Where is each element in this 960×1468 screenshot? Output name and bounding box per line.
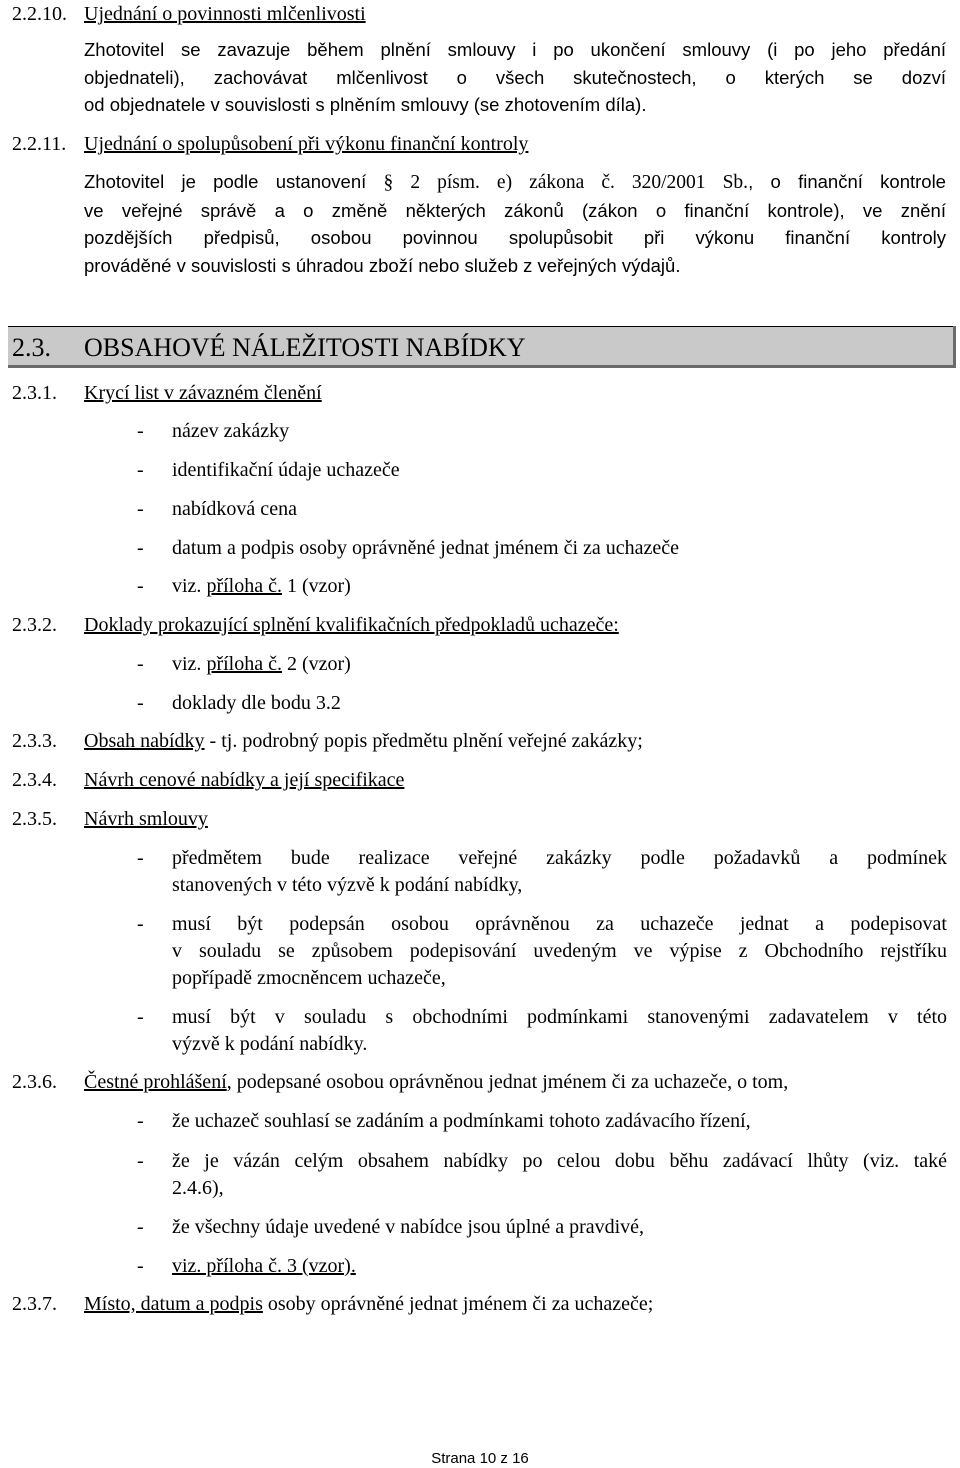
list-item: - předmětem bude realizace veřejné zakázky podle požadavků a podmínek stanovených v této výzvě k podání nabídky,: [137, 847, 947, 896]
list-item: - viz. příloha č. 2 (vzor): [137, 653, 351, 675]
section-title: Krycí list v závazném členění: [84, 382, 322, 404]
section-number: 2.3.2.: [12, 614, 57, 636]
chapter-title: OBSAHOVÉ NÁLEŽITOSTI NABÍDKY: [84, 333, 526, 362]
list-item: - viz. příloha č. 3 (vzor).: [137, 1255, 356, 1277]
section-title: Doklady prokazující splnění kvalifikačních předpokladů uchazeče:: [84, 614, 619, 636]
section-rest: , podepsané osobou oprávněnou jednat jménem či za uchazeče, o tom,: [226, 1071, 789, 1093]
section-2-3-3-heading: [12, 729, 643, 753]
section-2-2-10-heading: [12, 2, 366, 26]
section-title: Ujednání o spolupůsobení při výkonu finanční kontroly: [84, 133, 529, 155]
section-2-2-10-text: [84, 36, 946, 119]
list-item: - že je vázán celým obsahem nabídky po celou dobu běhu zadávací lhůty (viz. také 2.4.6),: [137, 1150, 947, 1199]
section-number: 2.2.10.: [12, 3, 67, 25]
section-2-3-2-heading: [12, 613, 619, 637]
section-2-3-7-heading: [12, 1292, 653, 1316]
section-title: Místo, datum a podpis: [84, 1293, 263, 1315]
list-item: - že všechny údaje uvedené v nabídce jsou úplné a pravdivé,: [137, 1216, 645, 1238]
section-title: Návrh cenové nabídky a její specifikace: [84, 769, 405, 791]
paragraph-line: prováděné v souvislosti s úhradou zboží nebo služeb z veřejných výdajů.: [84, 254, 681, 276]
list-item: - doklady dle bodu 3.2: [137, 692, 341, 714]
chapter-2-3-heading: [12, 333, 526, 363]
section-number: 2.3.6.: [12, 1071, 57, 1093]
section-2-2-11-text: [84, 168, 946, 279]
section-2-3-5-heading: [12, 807, 208, 831]
section-rest: - tj. podrobný popis předmětu plnění veřejné zakázky;: [204, 730, 643, 752]
list-item: - název zakázky: [137, 420, 290, 442]
list-item: - musí být podepsán osobou oprávněnou za uchazeče jednat a podepisovat v souladu se způsobem podepisování uvedeným ve výpise z Obchodního rejstříku popřípadě zmocněncem uchazeče,: [137, 913, 947, 989]
section-title: Ujednání o povinnosti mlčenlivosti: [84, 3, 366, 25]
paragraph-line: pozdějších předpisů, osobou povinnou spolupůsobit při výkonu finanční kontroly: [84, 227, 946, 248]
chapter-number: 2.3.: [12, 333, 51, 362]
section-title: Čestné prohlášení: [84, 1071, 227, 1093]
paragraph-line: Zhotovitel se zavazuje během plnění smlouvy i po ukončení smlouvy (i po jeho předání: [84, 39, 946, 60]
section-number: 2.3.5.: [12, 808, 57, 830]
list-item: - že uchazeč souhlasí se zadáním a podmínkami tohoto zadávacího řízení,: [137, 1110, 751, 1132]
paragraph-line: od objednatele v souvislosti s plněním smlouvy (se zhotovením díla).: [84, 94, 647, 115]
list-item: - identifikační údaje uchazeče: [137, 459, 400, 481]
paragraph-line: objednateli), zachovávat mlčenlivost o všech skutečnostech, o kterých se dozví: [84, 66, 946, 88]
section-number: 2.3.3.: [12, 730, 57, 752]
section-number: 2.3.4.: [12, 769, 57, 791]
section-title: Návrh smlouvy: [84, 808, 208, 830]
law-reference: 2 písm. e) zákona č. 320/2001 Sb.: [393, 172, 749, 193]
section-title: Obsah nabídky: [84, 730, 205, 752]
list-item: - datum a podpis osoby oprávněné jednat jménem či za uchazeče: [137, 537, 680, 559]
section-sign: §: [383, 172, 394, 193]
section-number: 2.3.7.: [12, 1293, 57, 1315]
page-footer: Strana 10 z 16: [431, 1450, 529, 1467]
section-2-3-6-heading: [12, 1070, 788, 1094]
paragraph-line: Zhotovitel je podle ustanovení § 2 písm. e) zákona č. 320/2001 Sb., o finanční kontrole: [84, 171, 946, 193]
section-number: 2.3.1.: [12, 382, 57, 404]
list-item: - viz. příloha č. 1 (vzor): [137, 575, 351, 597]
section-2-2-11-heading: [12, 132, 528, 156]
paragraph-line: ve veřejné správě a o změně některých zákonů (zákon o finanční kontrole), ve znění: [84, 199, 946, 221]
attachment-link[interactable]: příloha č.: [206, 575, 282, 597]
attachment-link[interactable]: viz. příloha č. 3 (vzor).: [172, 1255, 356, 1277]
section-2-3-1-heading: [12, 381, 322, 405]
section-number: 2.2.11.: [12, 133, 67, 155]
list-item: - nabídková cena: [137, 498, 297, 520]
section-2-3-4-heading: [12, 768, 404, 792]
attachment-link[interactable]: příloha č.: [206, 653, 282, 675]
list-item: - musí být v souladu s obchodními podmínkami stanovenými zadavatelem v této výzvě k podání nabídky.: [137, 1006, 947, 1055]
section-rest: osoby oprávněné jednat jménem či za uchazeče;: [262, 1293, 654, 1315]
